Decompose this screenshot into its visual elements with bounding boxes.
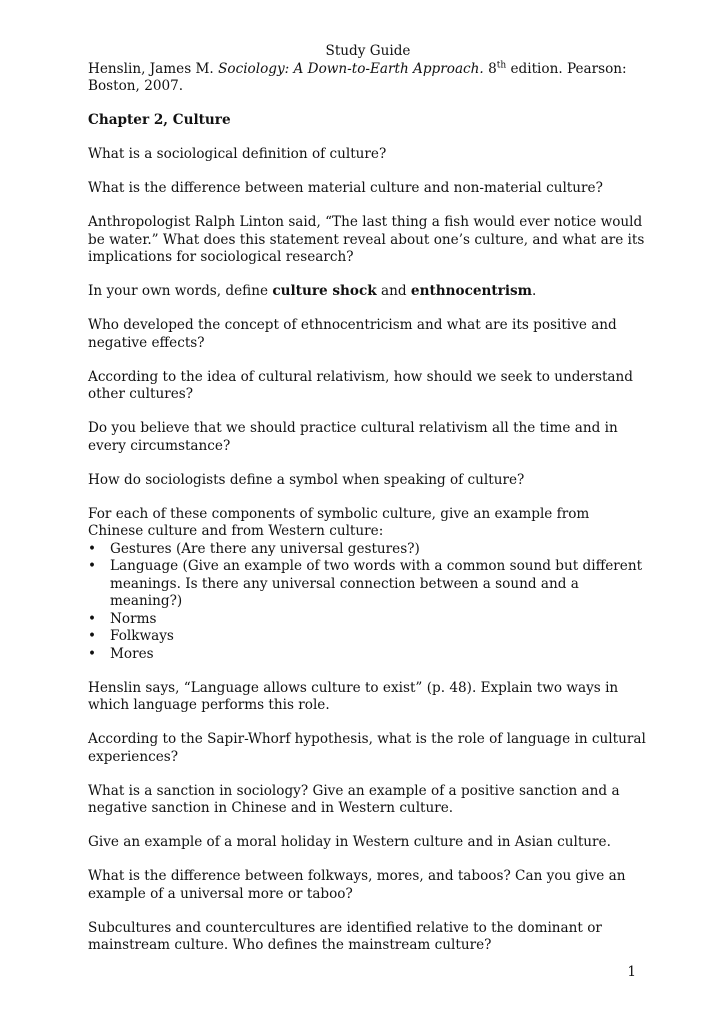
list-item-text: Language (Give an example of two words with a common sound but different meanings. Is there any universal connection between a sound and a meaning?) (110, 558, 643, 609)
question-10: Henslin says, “Language allows culture to exist” (p. 48). Explain two ways in which language performs this role. (88, 679, 619, 713)
list-item-text: Gestures (Are there any universal gestures?) (110, 540, 420, 557)
question-6: According to the idea of cultural relativism, how should we seek to understand other cultures? (88, 368, 633, 402)
term-ethnocentrism: enthnocentrism (410, 283, 533, 299)
document-title: Study Guide (325, 43, 411, 59)
question-14: What is the difference between folkways, mores, and taboos? Can you give an example of a universal more or taboo? (88, 868, 626, 902)
citation-book-title: Sociology: A Down-to-Earth Approach. (218, 60, 484, 77)
question-4 (88, 283, 648, 301)
list-item-text: Mores (110, 645, 154, 662)
citation-edition-number: 8 (483, 60, 497, 77)
chapter-heading: Chapter 2, Culture (88, 112, 231, 128)
document-page (88, 43, 648, 971)
question-7: Do you believe that we should practice cultural relativism all the time and in every circumstance? (88, 420, 618, 454)
question-11: According to the Sapir-Whorf hypothesis, what is the role of language in cultural experiences? (88, 731, 646, 765)
list-item (88, 646, 648, 664)
list-item (88, 558, 648, 611)
list-item (88, 628, 648, 646)
bullet-icon: • (88, 628, 97, 644)
question-5: Who developed the concept of ethnocentricism and what are its positive and negative effects? (88, 317, 617, 351)
term-culture-shock: culture shock (272, 283, 377, 299)
question-4-text-start: In your own words, define (88, 283, 273, 299)
question-9: For each of these components of symbolic culture, give an example from Chinese culture and from Western culture: (88, 505, 590, 539)
list-item-text: Norms (110, 610, 157, 627)
question-8: How do sociologists define a symbol when speaking of culture? (88, 471, 525, 488)
question-4-text-mid: and (376, 283, 411, 299)
symbolic-culture-list (88, 541, 648, 664)
question-3: Anthropologist Ralph Linton said, “The last thing a fish would ever notice would be water.” What does this statement reveal about one’s culture, and what are its implications for sociological research? (88, 214, 645, 265)
question-4-text-end: . (532, 283, 537, 299)
bullet-icon: • (88, 645, 97, 662)
citation-edition-suffix: th (496, 59, 507, 70)
question-12: What is a sanction in sociology? Give an example of a positive sanction and a negative sanction in Chinese and in Western culture. (88, 782, 620, 816)
question-15: Subcultures and countercultures are identified relative to the dominant or mainstream culture. Who defines the mainstream culture? (88, 919, 602, 953)
question-13: Give an example of a moral holiday in Western culture and in Asian culture. (88, 834, 611, 850)
bullet-icon: • (88, 610, 97, 627)
question-2: What is the difference between material culture and non-material culture? (88, 180, 603, 196)
citation-publisher: edition. Pearson: Boston, 2007. (88, 60, 627, 94)
bullet-icon: • (88, 540, 97, 557)
bullet-icon: • (88, 558, 97, 574)
citation-author: Henslin, James M. (88, 60, 219, 77)
list-item (88, 611, 648, 629)
list-item (88, 541, 648, 559)
page-number: 1 (627, 964, 636, 980)
citation (88, 61, 648, 96)
question-1: What is a sociological definition of culture? (88, 146, 387, 162)
list-item-text: Folkways (110, 628, 174, 644)
